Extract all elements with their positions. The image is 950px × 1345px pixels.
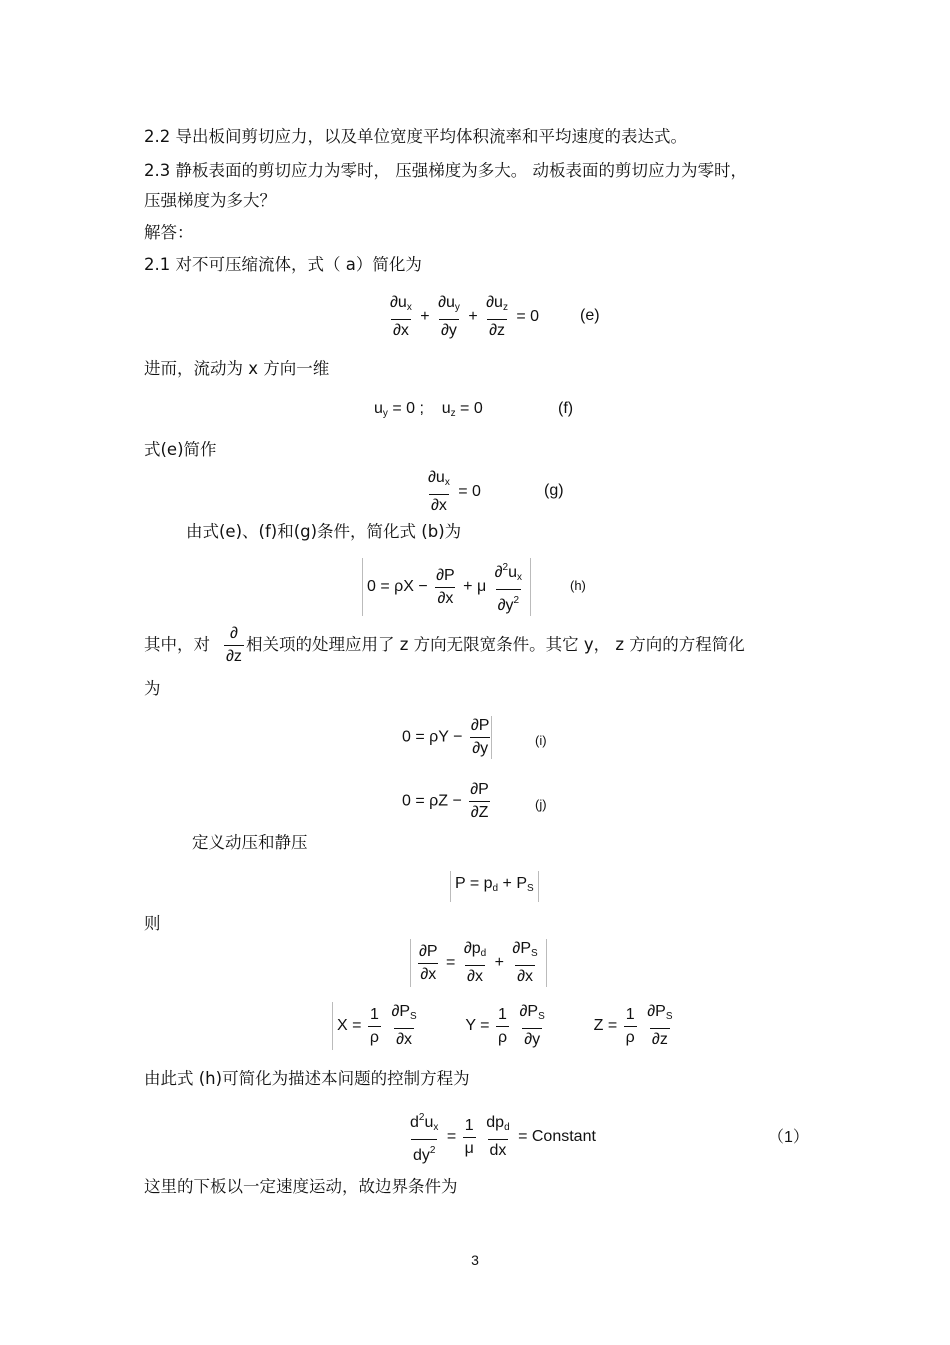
equation-pressure-gradient: $\frac{\partial P}{\partial x}$ = $\frac{\partial p_d}{\partial x}$ + $\frac{\partial P_S}{\partial x}$: [410, 939, 547, 987]
text-line: 这里的下板以一定速度运动，故边界条件为: [144, 1177, 458, 1196]
text-line: 压强梯度为多大？: [144, 191, 276, 210]
text-line: 2.2 导出板间剪切应力，以及单位宽度平均体积流率和平均速度的表达式。: [144, 127, 687, 146]
constant-text: Constant: [531, 1128, 596, 1146]
equation-body-forces: X = $\frac{1}{\rho}$ $\frac{\partial P_S}{\partial x}$ Y = $\frac{1}{\rho}$ $\frac{\partial P_S}{\partial y}$ Z = $\frac{1}{\rho}$ $\frac{\partial P_S}{\partial z}$: [332, 1002, 676, 1050]
text-line: 定义动压和静压: [192, 833, 308, 852]
inline-fraction: $\frac{\partial}{\partial z}$: [226, 625, 242, 665]
text-line: 解答：: [144, 223, 194, 242]
text-line: 2.3 静板表面的剪切应力为零时， 压强梯度为多大。 动板表面的剪切应力为零时，: [144, 161, 747, 180]
equation-h: 0 = ρX − $\frac{\partial P}{\partial x}$ + μ $\frac{\partial^2u_x}{\partial y^2}$: [362, 558, 531, 616]
text-line: 其中，对: [144, 635, 210, 654]
text-line: 进而，流动为 x 方向一维: [144, 359, 330, 378]
equation-1: $\frac{d^2u_x}{dy^2}$ = $\frac{1}{\mu}$ $\frac{dp_d}{dx}$ = Constant: [410, 1112, 596, 1164]
equation-j: 0 = ρZ − $\frac{\partial P}{\partial Z}$: [402, 781, 489, 821]
equation-i: 0 = ρY − $\frac{\partial P}{\partial y}$: [402, 716, 494, 759]
equation-f: $u_y = 0$ ; $u_z = 0$: [374, 400, 483, 419]
equation-label: (e): [580, 307, 600, 324]
equation-label: (i): [535, 733, 547, 748]
equation-pressure-def: $P = p_d + P_S$: [450, 871, 539, 902]
equation-label: (h): [570, 578, 586, 593]
text-line: 由此式 (h)可简化为描述本问题的控制方程为: [144, 1069, 470, 1088]
equation-label: (g): [544, 482, 564, 499]
text-line: 为: [144, 679, 161, 698]
equation-e: $\frac{\partial u_x}{\partial x}$ + $\frac{\partial u_y}{\partial y}$ + $\frac{\partial u_z}{\partial z}$ = 0: [390, 294, 540, 339]
equation-g: $\frac{\partial u_x}{\partial x}$ = 0: [428, 469, 481, 514]
equation-label: （1）: [768, 1129, 809, 1146]
text-line: 由式(e)、(f)和(g)条件，简化式 (b)为: [186, 522, 462, 541]
text-line: 式(e)简作: [144, 440, 217, 459]
equation-label: (j): [535, 797, 547, 812]
text-line: 则: [144, 914, 161, 933]
text-line: 2.1 对不可压缩流体，式（ a）简化为: [144, 255, 422, 274]
equation-label: (f): [558, 400, 574, 417]
text-line: 相关项的处理应用了 z 方向无限宽条件。其它 y， z 方向的方程简化: [246, 635, 745, 654]
page-number: 3: [471, 1252, 479, 1268]
